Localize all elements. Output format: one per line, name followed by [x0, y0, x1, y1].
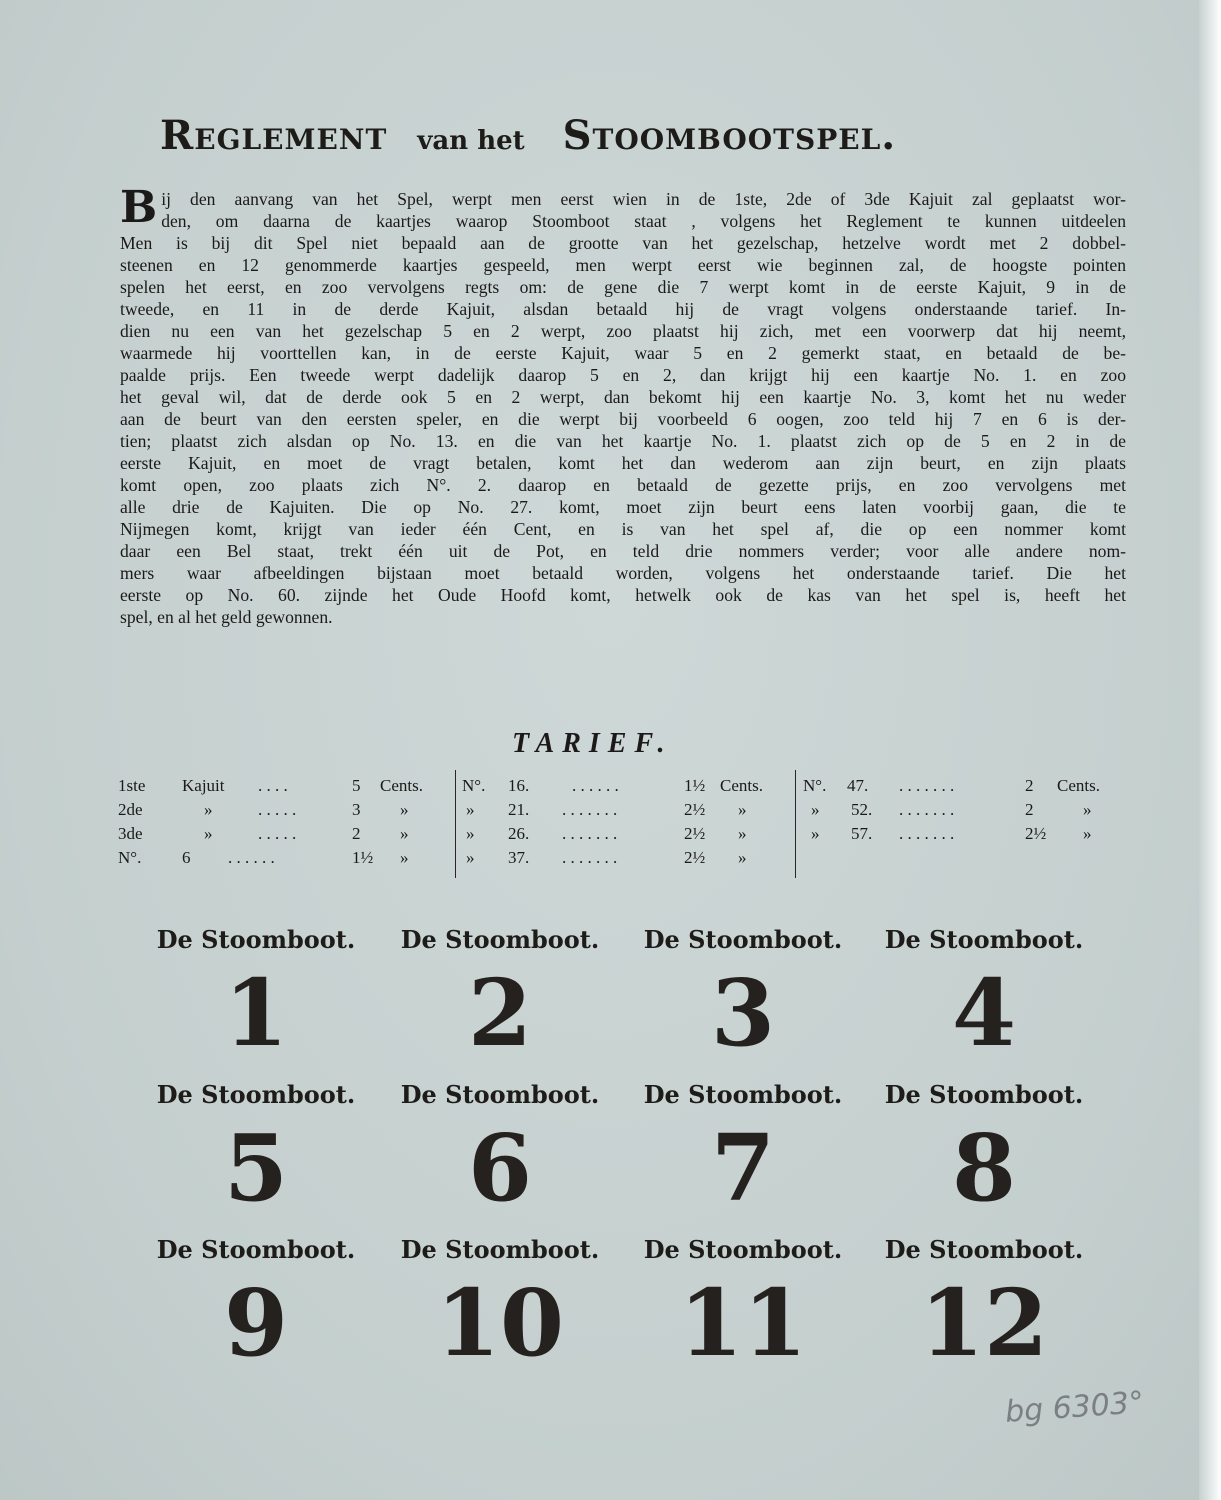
- card-stoomboot-10: [390, 1235, 610, 1377]
- title-stoombootspel: Stoombootspel.: [562, 112, 897, 159]
- tarief-cell-label: »: [466, 800, 475, 819]
- tarief-cell-label: »: [466, 824, 475, 843]
- paragraph-line: Nijmegen komt, krijgt van ieder één Cent, en is van het spel af, die op een nommer komt: [120, 519, 1126, 539]
- card-label: De Stoomboot.: [156, 925, 356, 954]
- tarief-row: [803, 774, 1123, 798]
- tarief-cell-item: Kajuit: [182, 776, 225, 795]
- tarief-cell-label: »: [466, 848, 475, 867]
- tarief-price: 3: [352, 800, 361, 819]
- tarief-row: [803, 822, 1123, 846]
- card-label: De Stoomboot.: [400, 925, 600, 954]
- tarief-dots: . . . . .: [258, 824, 297, 843]
- tarief-cell-item: 6: [182, 848, 191, 867]
- tarief-cell-item: 52.: [851, 800, 873, 819]
- card-label: De Stoomboot.: [643, 1235, 843, 1264]
- tarief-unit: »: [738, 824, 747, 843]
- tarief-price: 2½: [684, 800, 706, 819]
- paragraph-line: waarmede hij voorttellen kan, in de eerste Kajuit, waar 5 en 2 gemerkt staat, en betaald de be-: [120, 343, 1126, 363]
- card-label: De Stoomboot.: [643, 1080, 843, 1109]
- card-number: 3: [710, 959, 775, 1067]
- paragraph-line: ij den aanvang van het Spel, werpt men eerst wien in de 1ste, 2de of 3de Kajuit zal geplaatst wor-: [161, 189, 1126, 209]
- tarief-unit: Cents.: [720, 776, 763, 795]
- tarief-price: 2: [352, 824, 361, 843]
- card-number: 4: [951, 959, 1016, 1067]
- paragraph-line: eerste Kajuit, en moet de vragt betalen, komt het dan wederom aan zijn beurt, en zijn plaats: [120, 453, 1126, 473]
- tarief-cell-label: 3de: [118, 824, 143, 843]
- title-van-het: van het: [417, 126, 525, 156]
- tarief-unit: »: [1083, 800, 1092, 819]
- page-title: [160, 112, 1090, 159]
- tarief-cell-label: N°.: [803, 776, 827, 795]
- tarief-column-2: [462, 774, 792, 870]
- tarief-unit: »: [400, 800, 409, 819]
- tarief-cell-item: 57.: [851, 824, 873, 843]
- tarief-dots: . . . . .: [258, 800, 297, 819]
- tarief-cell-label: 2de: [118, 800, 143, 819]
- paragraph-line: spel, en al het geld gewonnen.: [120, 607, 333, 627]
- tarief-price: 2½: [684, 824, 706, 843]
- tarief-divider: [795, 770, 796, 878]
- tarief-divider: [455, 770, 456, 878]
- paragraph-line: tien; plaatst zich alsdan op No. 13. en die van het kaartje No. 1. plaatst zich op de 5 en 2 in de: [120, 431, 1126, 451]
- tarief-row: [118, 822, 448, 846]
- tarief-row: [462, 846, 792, 870]
- tarief-row: [118, 846, 448, 870]
- tarief-dots: . . . .: [258, 776, 288, 795]
- card-number: 6: [467, 1114, 532, 1222]
- tarief-dots: . . . . . . .: [899, 800, 955, 819]
- card-label: De Stoomboot.: [884, 925, 1084, 954]
- card-number: 7: [710, 1114, 775, 1222]
- tarief-column-3: [803, 774, 1123, 846]
- card-number: 5: [223, 1114, 288, 1222]
- tarief-unit: Cents.: [1057, 776, 1100, 795]
- card-stoomboot-6: [390, 1080, 610, 1222]
- paragraph-line: den, om daarna de kaartjes waarop Stoomboot staat , volgens het Reglement te kunnen uitdeelen: [161, 211, 1126, 231]
- card-stoomboot-2: [390, 925, 610, 1067]
- card-stoomboot-5: [146, 1080, 366, 1222]
- tarief-price: 2: [1025, 800, 1034, 819]
- tarief-unit: »: [738, 848, 747, 867]
- tarief-cell-item: 21.: [508, 800, 530, 819]
- card-label: De Stoomboot.: [156, 1080, 356, 1109]
- tarief-row: [462, 774, 792, 798]
- tarief-row: [462, 798, 792, 822]
- tarief-cell-item: 37.: [508, 848, 530, 867]
- paragraph-line: Men is bij dit Spel niet bepaald aan de grootte van het gezelschap, hetzelve wordt met 2 dobbel-: [120, 233, 1126, 253]
- card-number: 9: [223, 1269, 288, 1377]
- card-number: 8: [951, 1114, 1016, 1222]
- paragraph-line: alle drie de Kajuiten. Die op No. 27. komt, moet zijn beurt eens laten voorbij gaan, die te: [120, 497, 1126, 517]
- paragraph-line: aan de beurt van den eersten speler, en die werpt bij voorbeeld 6 oogen, zoo teld hij 7 en 6 is der-: [120, 409, 1126, 429]
- tarief-price: 1½: [352, 848, 374, 867]
- card-stoomboot-9: [146, 1235, 366, 1377]
- tarief-unit: »: [738, 800, 747, 819]
- card-label: De Stoomboot.: [643, 925, 843, 954]
- tarief-price: 5: [352, 776, 361, 795]
- tarief-price: 1½: [684, 776, 706, 795]
- card-number: 2: [467, 959, 532, 1067]
- card-stoomboot-1: [146, 925, 366, 1067]
- tarief-cell-item: 47.: [847, 776, 869, 795]
- tarief-row: [118, 798, 448, 822]
- card-number: 10: [435, 1269, 565, 1377]
- tarief-cell-item: »: [204, 800, 213, 819]
- tarief-cell-label: »: [811, 824, 820, 843]
- card-number: 1: [223, 959, 288, 1067]
- tarief-dots: . . . . . .: [572, 776, 619, 795]
- paper-edge: [1199, 0, 1221, 1500]
- card-label: De Stoomboot.: [884, 1235, 1084, 1264]
- pencil-inventory-note: bg 6303°: [1003, 1385, 1146, 1430]
- tarief-row: [118, 774, 448, 798]
- card-label: De Stoomboot.: [400, 1235, 600, 1264]
- paragraph-line: komt open, zoo plaats zich N°. 2. daarop en betaald de gezette prijs, en zoo vervolgens met: [120, 475, 1126, 495]
- tarief-row: [462, 822, 792, 846]
- tarief-row: [803, 798, 1123, 822]
- paragraph-line: tweede, en 11 in de derde Kajuit, alsdan betaald hij de vragt volgens onderstaande tarief. In-: [120, 299, 1126, 319]
- tarief-cell-item: 26.: [508, 824, 530, 843]
- tarief-cell-label: N°.: [462, 776, 486, 795]
- card-stoomboot-4: [874, 925, 1094, 1067]
- rules-paragraph: [120, 182, 1126, 628]
- card-label: De Stoomboot.: [156, 1235, 356, 1264]
- tarief-dots: . . . . . . .: [899, 824, 955, 843]
- tarief-heading: TARIEF.: [512, 728, 673, 759]
- tarief-dots: . . . . . . .: [562, 848, 618, 867]
- card-number: 12: [919, 1269, 1049, 1377]
- paragraph-line: mers waar afbeeldingen bijstaan moet betaald worden, volgens het onderstaande tarief. Die het: [120, 563, 1126, 583]
- tarief-cell-label: »: [811, 800, 820, 819]
- tarief-cell-item: 16.: [508, 776, 530, 795]
- tarief-unit: »: [1083, 824, 1092, 843]
- title-reglement: Reglement: [160, 112, 388, 159]
- card-stoomboot-7: [633, 1080, 853, 1222]
- card-stoomboot-12: [874, 1235, 1094, 1377]
- card-stoomboot-3: [633, 925, 853, 1067]
- tarief-dots: . . . . . . .: [899, 776, 955, 795]
- tarief-price: 2: [1025, 776, 1034, 795]
- tarief-column-1: [118, 774, 448, 870]
- tarief-unit: »: [400, 824, 409, 843]
- drop-cap: B: [120, 182, 158, 233]
- paragraph-line: daar een Bel staat, trekt één uit de Pot, en teld drie nommers verder; voor alle andere nom-: [120, 541, 1126, 561]
- tarief-price: 2½: [1025, 824, 1047, 843]
- tarief-price: 2½: [684, 848, 706, 867]
- paragraph-line: steenen en 12 genommerde kaartjes gespeeld, men werpt eerst wie beginnen zal, de hoogste pointen: [120, 255, 1126, 275]
- card-label: De Stoomboot.: [884, 1080, 1084, 1109]
- paragraph-line: paalde prijs. Een tweede werpt dadelijk daarop 5 en 2, dan krijgt hij een kaartje No. 1. en zoo: [120, 365, 1126, 385]
- tarief-dots: . . . . . .: [228, 848, 275, 867]
- tarief-dots: . . . . . . .: [562, 824, 618, 843]
- card-number: 11: [678, 1269, 808, 1377]
- paragraph-line: dien nu een van het gezelschap 5 en 2 werpt, zoo plaatst hij zich, met een voorwerp dat hij neemt,: [120, 321, 1126, 341]
- tarief-unit: »: [400, 848, 409, 867]
- tarief-dots: . . . . . . .: [562, 800, 618, 819]
- tarief-cell-label: 1ste: [118, 776, 146, 795]
- tarief-unit: Cents.: [380, 776, 423, 795]
- paragraph-line: eerste op No. 60. zijnde het Oude Hoofd komt, hetwelk ook de kas van het spel is, heeft het: [120, 585, 1126, 605]
- tarief-cell-label: N°.: [118, 848, 142, 867]
- paragraph-line: het geval wil, dat de derde ook 5 en 2 werpt, dan bekomt hij een kaartje No. 3, komt het nu weder: [120, 387, 1126, 407]
- paragraph-line: spelen het eerst, en zoo vervolgens regts om: de gene die 7 werpt komt in de eerste Kajuit, 9 in de: [120, 277, 1126, 297]
- card-stoomboot-8: [874, 1080, 1094, 1222]
- tarief-cell-item: »: [204, 824, 213, 843]
- card-stoomboot-11: [633, 1235, 853, 1377]
- card-label: De Stoomboot.: [400, 1080, 600, 1109]
